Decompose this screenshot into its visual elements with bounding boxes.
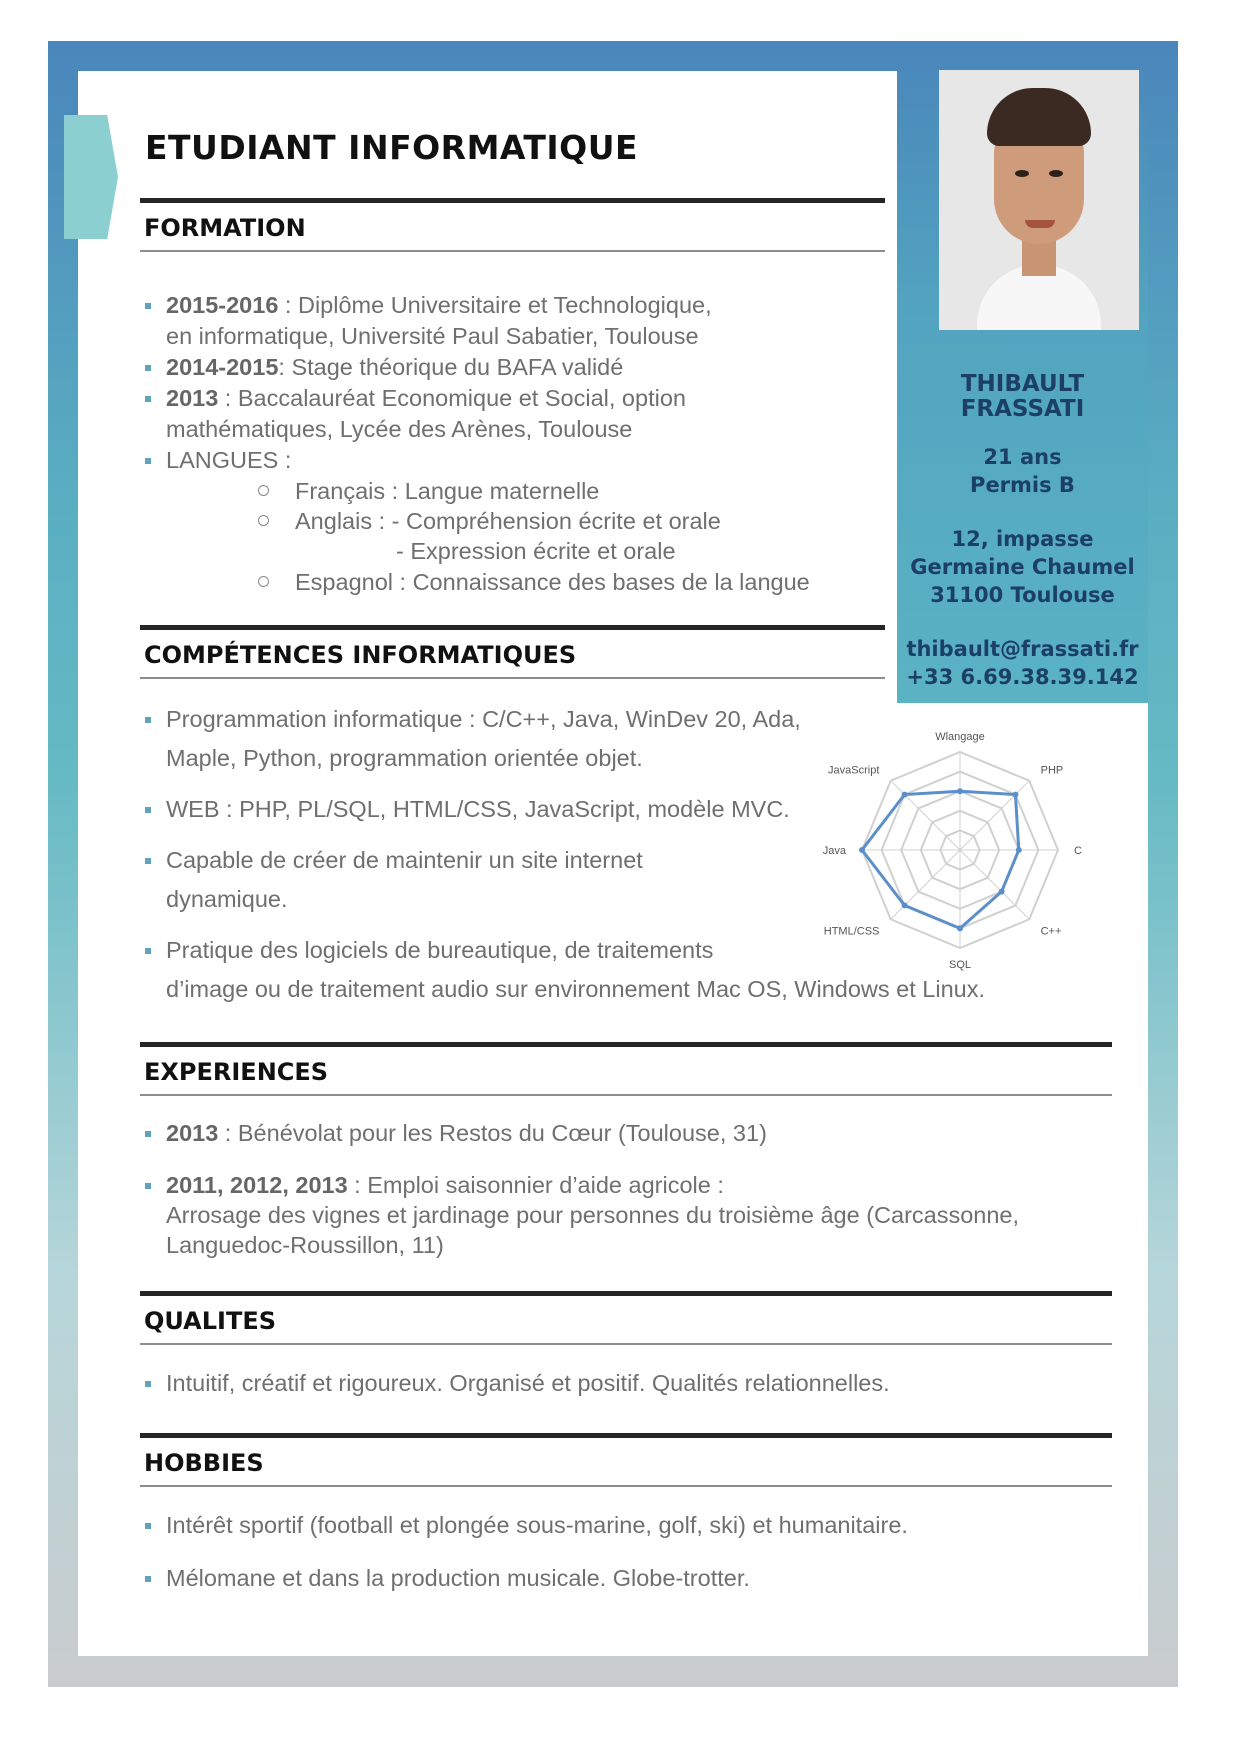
qualities-list [145,1368,1105,1421]
list-item: Intuitif, créatif et rigoureux. Organisé et positif. Qualités relationnelles. [145,1368,1105,1398]
list-item: Capable de créer de maintenir un site internet dynamique. [145,841,1065,919]
skills-heading [140,625,885,679]
address-line: 31100 Toulouse [930,583,1115,607]
circle-bullet-icon [258,576,269,587]
profile-photo [939,70,1139,330]
list-item: Programmation informatique : C/C++, Java, WinDev 20, Ada, Maple, Python, programmation orientée objet. [145,700,1065,778]
list-item: 2011, 2012, 2013 : Emploi saisonnier d’aide agricole : Arrosage des vignes et jardinage pour personnes du troisième âge (Carcassonne, Languedoc-Roussillon, 11) [145,1170,1105,1260]
list-item: 2014-2015: Stage théorique du BAFA validé [145,352,865,383]
section-title: EXPERIENCES [144,1058,329,1086]
list-item: Intérêt sportif (football et plongée sous-marine, golf, ski) et humanitaire. [145,1510,1105,1540]
radar-category-label: PHP [1040,764,1064,777]
list-item: 2013 : Baccalauréat Economique et Social, option mathématiques, Lycée des Arènes, Toulouse [145,383,865,445]
profile-age: 21 ans [983,445,1062,469]
profile-first-name: THIBAULT [960,371,1085,397]
profile-address [897,525,1148,609]
profile-email[interactable]: thibault@frassati.fr [906,637,1139,661]
radar-category-label: Wlangage [935,731,985,743]
qualities-heading [140,1291,1112,1345]
experiences-list [145,1118,1105,1282]
formation-heading [140,198,885,252]
radar-point [1016,847,1022,853]
radar-point [1012,792,1018,798]
page-title: ETUDIANT INFORMATIQUE [145,128,639,167]
address-line: Germaine Chaumel [910,555,1135,579]
profile-license: Permis B [970,473,1075,497]
list-item: Pratique des logiciels de bureautique, de traitements d’image ou de traitement audio sur environnement Mac OS, Windows et Linux. [145,931,1065,1009]
section-title: COMPÉTENCES INFORMATIQUES [144,641,577,669]
circle-bullet-icon [258,515,269,526]
radar-point [902,792,908,798]
skills-radar-chart [810,720,1090,980]
profile-details [897,443,1148,499]
list-item: Mélomane et dans la production musicale. Globe-trotter. [145,1563,1105,1593]
profile-last-name: FRASSATI [960,396,1085,422]
section-title: QUALITES [144,1307,276,1335]
profile-contact [897,635,1148,691]
radar-point [999,889,1005,895]
radar-point [859,847,865,853]
hobbies-list [145,1510,1105,1616]
address-line: 12, impasse [951,527,1094,551]
profile-phone[interactable]: +33 6.69.38.39.142 [906,665,1139,689]
hobbies-heading [140,1433,1112,1487]
circle-bullet-icon [258,485,269,496]
radar-category-label: SQL [948,959,972,971]
profile-name [897,372,1148,422]
experiences-heading [140,1042,1112,1096]
section-title: HOBBIES [144,1449,264,1477]
section-title: FORMATION [144,214,306,242]
radar-category-label: Java [822,845,846,857]
radar-category-label: C [1074,845,1082,857]
list-item: LANGUES : [145,445,865,476]
radar-point [902,902,908,908]
radar-category-label: HTML/CSS [823,925,880,938]
radar-point [957,925,963,931]
radar-point [957,788,963,794]
list-item: 2015-2016 : Diplôme Universitaire et Technologique, en informatique, Université Paul Sabatier, Toulouse [145,290,865,352]
radar-category-label: C++ [1040,925,1062,938]
list-item: 2013 : Bénévolat pour les Restos du Cœur (Toulouse, 31) [145,1118,1105,1148]
list-item: WEB : PHP, PL/SQL, HTML/CSS, JavaScript, modèle MVC. [145,790,1065,829]
title-tab-marker [64,115,118,239]
radar-category-label: JavaScript [828,764,880,777]
formation-list [145,290,865,476]
